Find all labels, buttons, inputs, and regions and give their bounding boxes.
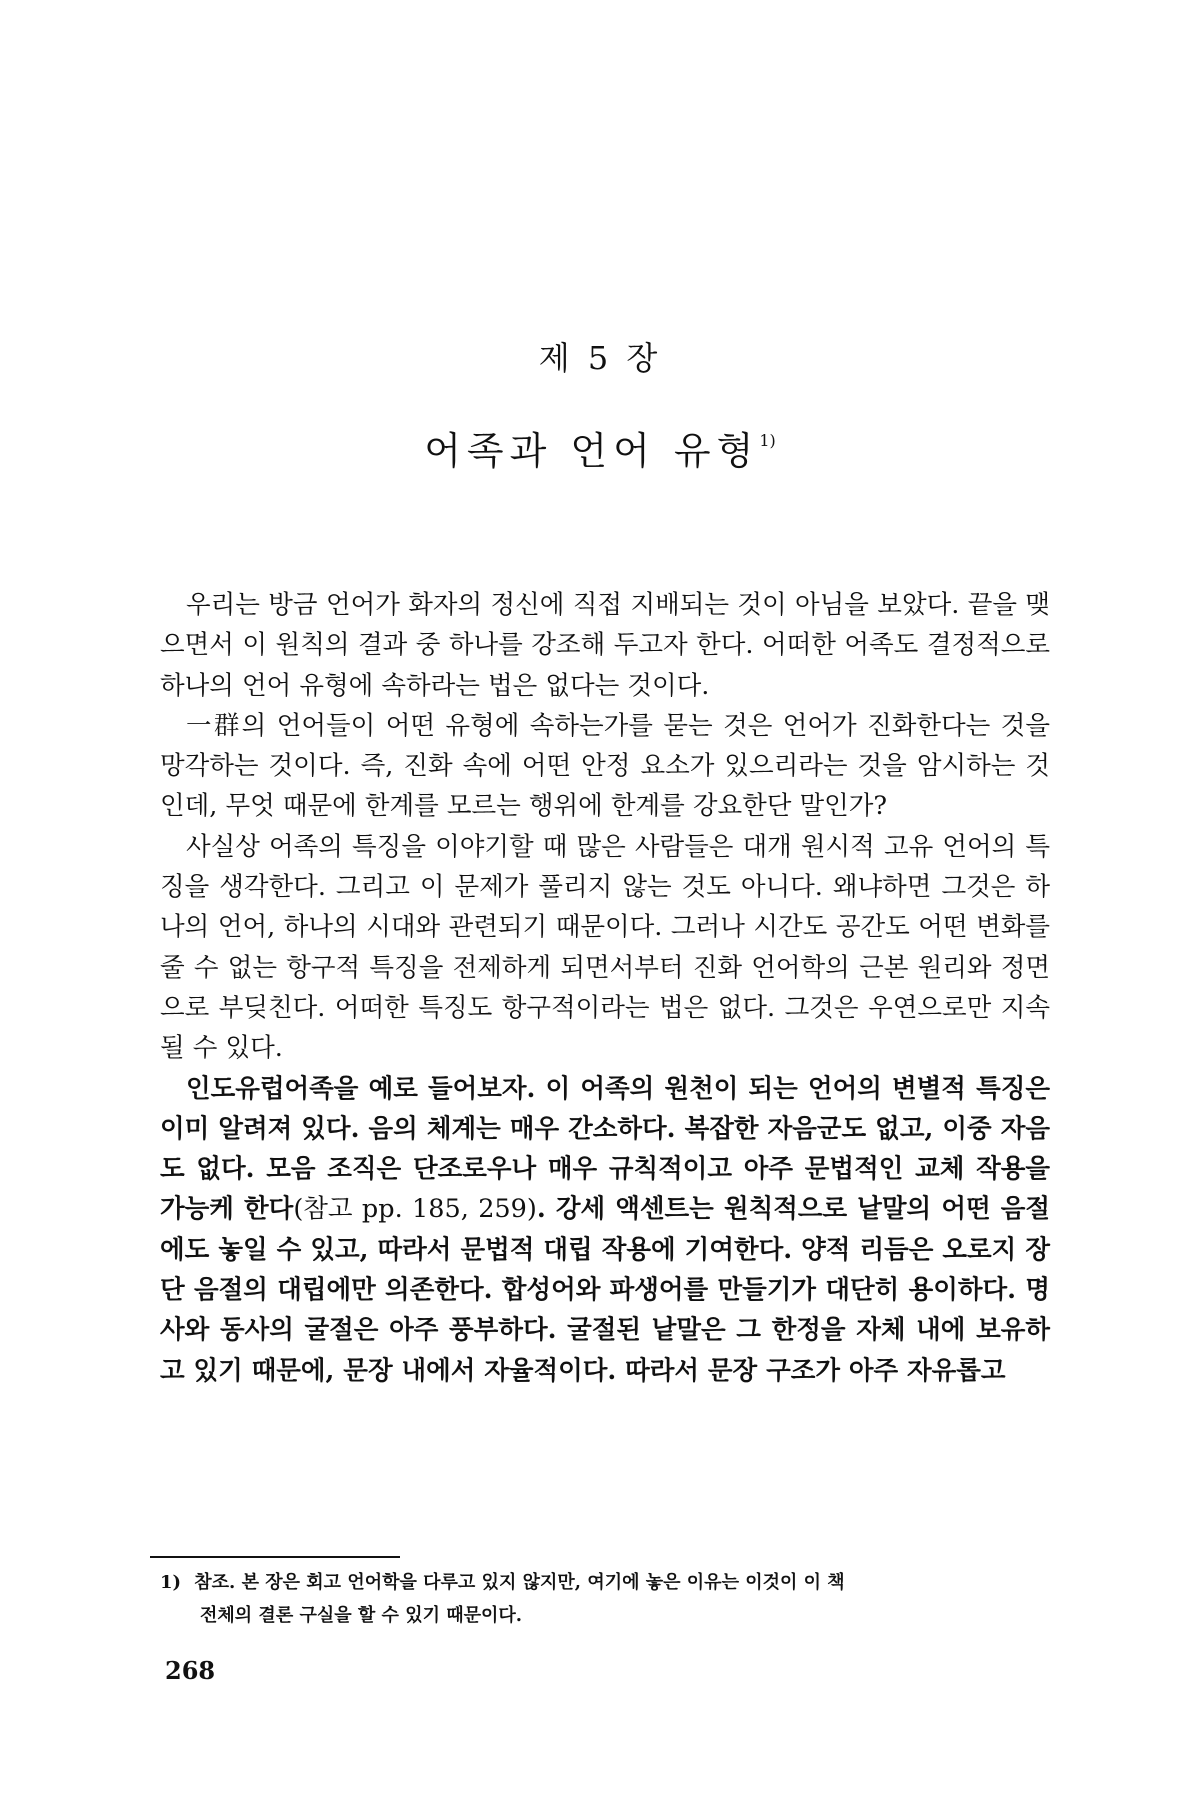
- page-reference: (참고 pp. 185, 259): [293, 1194, 537, 1225]
- chapter-title: [0, 420, 1200, 475]
- body-text: [160, 585, 1050, 1391]
- footnote-marker: 1): [160, 1572, 182, 1593]
- chapter-title-text: 어족과 언어 유형: [424, 429, 760, 473]
- paragraph-4: [160, 1069, 1050, 1391]
- paragraph-3: 사실상 어족의 특징을 이야기할 때 많은 사람들은 대개 원시적 고유 언어의 특징을 생각한다. 그리고 이 문제가 풀리지 않는 것도 아니다. 왜냐하면 그것은 하나의 언어, 하나의 시대와 관련되기 때문이다. 그러나 시간도 공간도 어떤 변화를 줄 수 없는 항구적 특징을 전제하게 되면서부터 진화 언어학의 근본 원리와 정면으로 부딪친다. 어떠한 특징도 항구적이라는 법은 없다. 그것은 우연으로만 지속될 수 있다.: [160, 831, 1050, 1064]
- chapter-label: 제 5 장: [538, 339, 662, 377]
- paragraph-2: 一群의 언어들이 어떤 유형에 속하는가를 묻는 것은 언어가 진화한다는 것을 망각하는 것이다. 즉, 진화 속에 어떤 안정 요소가 있으리라는 것을 암시하는 것인데, 무엇 때문에 한계를 모르는 행위에 한계를 강요한단 말인가?: [160, 710, 1050, 822]
- footnote-divider: [150, 1556, 400, 1558]
- paragraph-4-text-b: . 강세 액센트는 원칙적으로 낱말의 어떤 음절에도 놓일 수 있고, 따라서 문법적 대립 작용에 기여한다. 양적 리듬은 오로지 장단 음절의 대립에만 의존한다. 합성어와 파생어를 만들기가 대단히 용이하다. 명사와 동사의 굴절은 아주 풍부하다. 굴절된 낱말은 그 한정을 자체 내에 보유하고 있기 때문에, 문장 내에서 자율적이다. 따라서 문장 구조가 아주 자유롭고: [160, 1194, 1050, 1386]
- paragraph-4-text-a: 인도유럽어족을 예로 들어보자. 이 어족의 원천이 되는 언어의 변별적 특징은 이미 알려져 있다. 음의 체계는 매우 간소하다. 복잡한 자음군도 없고, 이중 자음도 없다. 모음 조직은 단조로우나 매우 규칙적이고 아주 문법적인 교체 작용을 가능케 한다: [160, 1073, 1050, 1225]
- paragraph-1: 우리는 방금 언어가 화자의 정신에 직접 지배되는 것이 아님을 보았다. 끝을 맺으면서 이 원칙의 결과 중 하나를 강조해 두고자 한다. 어떠한 어족도 결정적으로 하나의 언어 유형에 속하라는 법은 없다는 것이다.: [160, 590, 1050, 701]
- footnote-reference: 1): [759, 431, 776, 450]
- footnote: [160, 1566, 1050, 1632]
- footnote-line-2: 전체의 결론 구실을 할 수 있기 때문이다.: [200, 1605, 523, 1626]
- footnote-line-1: 참조. 본 장은 회고 언어학을 다루고 있지 않지만, 여기에 놓은 이유는 이것이 이 책: [194, 1572, 845, 1593]
- page-number: 268: [165, 1656, 216, 1685]
